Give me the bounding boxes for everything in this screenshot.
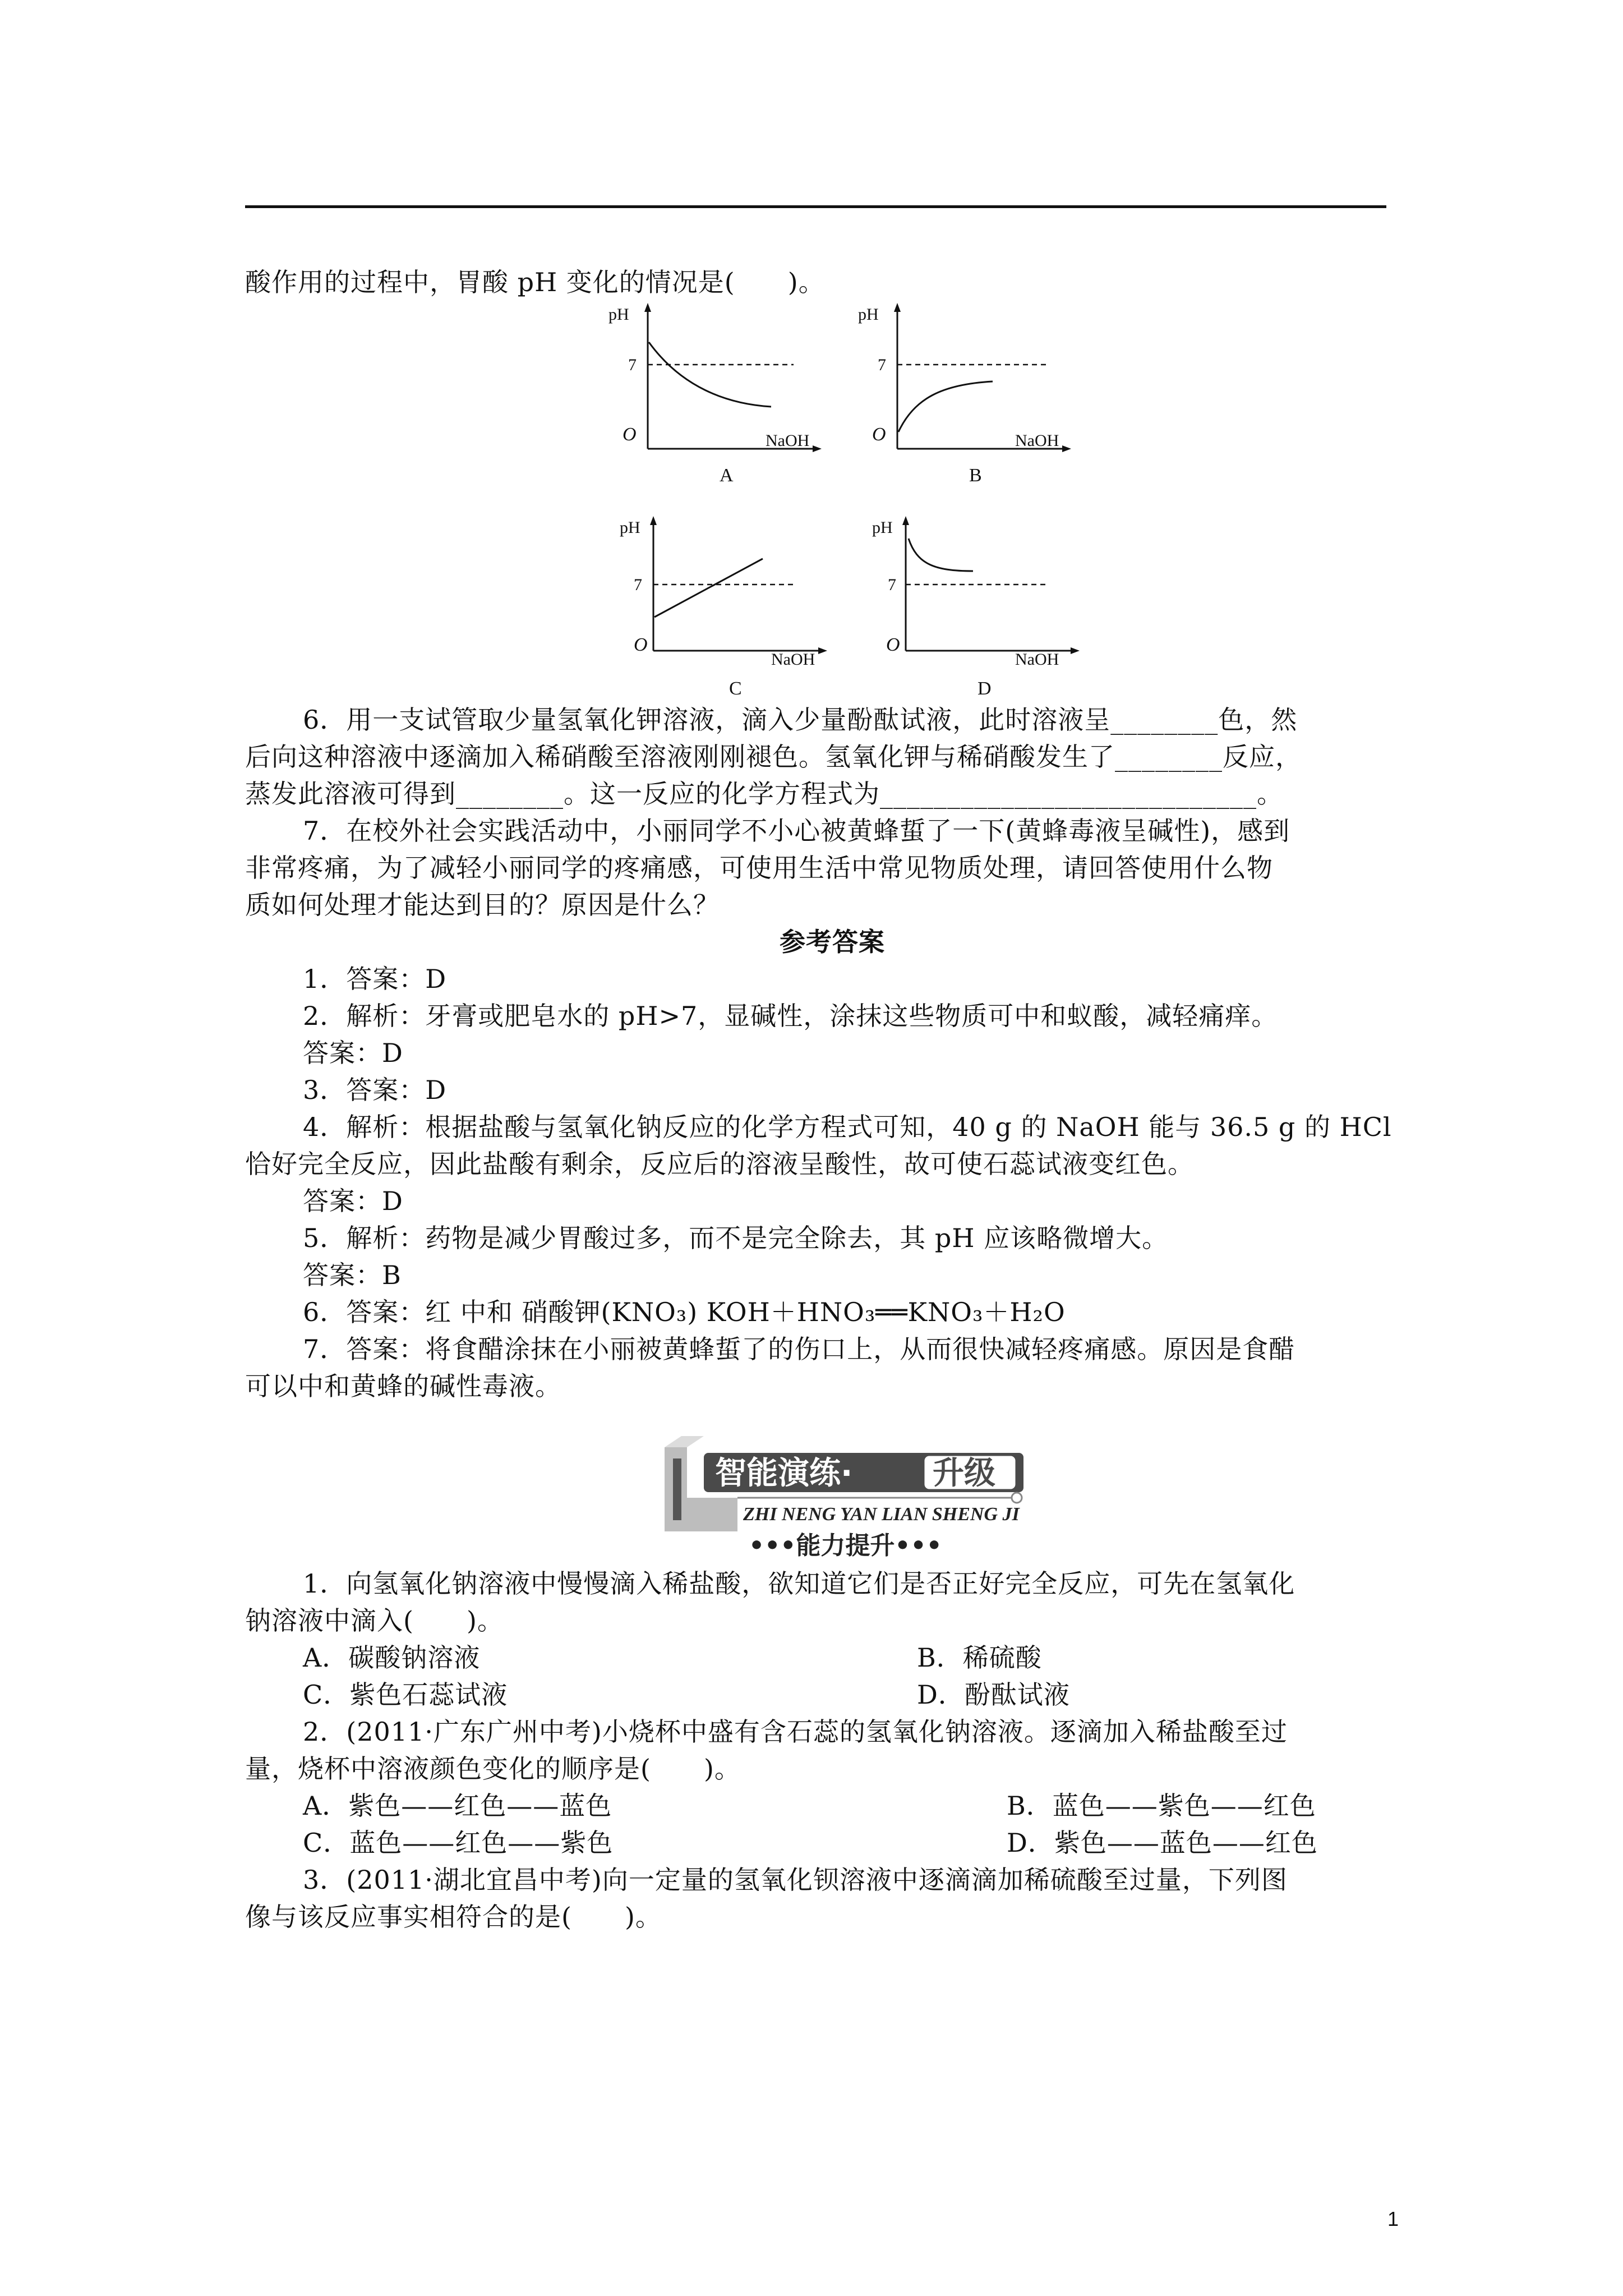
p1-option-b: B．稀硫酸 [917,1642,1042,1673]
graph-b-origin: O [872,424,886,445]
banner-subtitle: •••能力提升••• [749,1531,942,1560]
header-rule [245,205,1386,208]
graph-b-caption: B [969,465,982,486]
banner-pinyin: ZHI NENG YAN LIAN SHENG JI [743,1504,1020,1525]
page-number: 1 [1387,2207,1399,2230]
p2-option-a: A．紫色——红色——蓝色 [303,1791,612,1821]
graph-c [603,516,838,703]
p1-option-c: C．紫色石蕊试液 [303,1680,508,1710]
p3-line-2: 像与该反应事实相符合的是( )。 [245,1902,662,1932]
answer-3: 3．答案：D [303,1075,447,1105]
q6-line-1: 6．用一支试管取少量氢氧化钾溶液，滴入少量酚酞试液，此时溶液呈________色，然 [303,705,1298,735]
p1-line-2: 钠溶液中滴入( )。 [245,1605,504,1636]
graph-b [847,303,1082,490]
answer-6: 6．答案：红 中和 硝酸钾(KNO₃) KOH＋HNO₃══KNO₃＋H₂O [303,1297,1066,1327]
answer-2: 答案：D [303,1038,403,1068]
p2-line-2: 量，烧杯中溶液颜色变化的顺序是( )。 [245,1754,741,1784]
answer-5-analysis: 5．解析：药物是减少胃酸过多，而不是完全除去，其 pH 应该略微增大。 [303,1223,1169,1253]
answer-4-analysis: 4．解析：根据盐酸与氢氧化钠反应的化学方程式可知，40 g 的 NaOH 能与 36.5 g 的 HCl [303,1112,1392,1142]
q6-line-2: 后向这种溶液中逐滴加入稀硝酸至溶液刚刚褪色。氢氧化钾与稀硝酸发生了________反应， [245,742,1302,772]
p3-line-1: 3．(2011·湖北宜昌中考)向一定量的氢氧化钡溶液中逐滴滴加稀硫酸至过量，下列图 [303,1865,1288,1895]
graph-a-caption: A [720,465,734,486]
graph-d-origin: O [886,634,900,655]
graph-c-xlabel: NaOH [771,650,815,669]
p1-line-1: 1．向氢氧化钠溶液中慢慢滴入稀盐酸，欲知道它们是否正好完全反应，可先在氢氧化 [303,1568,1295,1599]
graph-a-ylabel: pH [608,305,629,324]
answer-5: 答案：B [303,1260,402,1290]
q6-line-3: 蒸发此溶液可得到________。这一反应的化学方程式为____________________________。 [245,779,1283,809]
graph-c-caption: C [729,678,742,699]
graph-c-ylabel: pH [620,518,640,537]
graph-c-origin: O [634,634,648,655]
answer-2-analysis: 2．解析：牙膏或肥皂水的 pH>7，显碱性，涂抹这些物质可中和蚁酸，减轻痛痒。 [303,1001,1278,1031]
intro-line: 酸作用的过程中，胃酸 pH 变化的情况是( )。 [245,267,825,297]
answer-7-cont: 可以中和黄蜂的碱性毒液。 [245,1371,561,1401]
banner-title: 智能演练· [715,1455,853,1492]
answer-1: 1．答案：D [303,964,447,994]
graph-d-caption: D [978,678,992,699]
p2-option-b: B．蓝色——紫色——红色 [1007,1791,1316,1821]
banner-title-box: 升级 [933,1455,995,1492]
answer-7: 7．答案：将食醋涂抹在小丽被黄蜂蜇了的伤口上，从而很快减轻疼痛感。原因是食醋 [303,1334,1295,1364]
graph-a [597,303,833,490]
graph-b-ylabel: pH [858,305,879,324]
graph-b-tick7: 7 [878,356,886,374]
answer-4-analysis-cont: 恰好完全反应，因此盐酸有剩余，反应后的溶液呈酸性，故可使石蕊试液变红色。 [245,1149,1194,1179]
answers-title: 参考答案 [780,927,885,957]
q7-line-2: 非常疼痛，为了减轻小丽同学的疼痛感，可使用生活中常见物质处理，请回答使用什么物 [245,853,1273,883]
graph-a-tick7: 7 [628,356,637,374]
graph-d-xlabel: NaOH [1015,650,1059,669]
graph-c-tick7: 7 [634,576,642,594]
graph-a-origin: O [623,424,637,445]
graph-d [855,516,1091,703]
q7-line-3: 质如何处理才能达到目的？原因是什么？ [245,890,720,920]
q7-line-1: 7．在校外社会实践活动中，小丽同学不小心被黄蜂蜇了一下(黄蜂毒液呈碱性)，感到 [303,816,1290,846]
p2-option-c: C．蓝色——红色——紫色 [303,1828,614,1858]
graph-a-xlabel: NaOH [766,431,810,450]
section-banner [665,1436,1035,1565]
graph-b-xlabel: NaOH [1015,431,1059,450]
graph-d-ylabel: pH [872,518,893,537]
p2-option-d: D．紫色——蓝色——红色 [1007,1828,1318,1858]
answer-4: 答案：D [303,1186,403,1216]
p1-option-a: A．碳酸钠溶液 [303,1642,481,1673]
p1-option-d: D．酚酞试液 [917,1680,1070,1710]
p2-line-1: 2．(2011·广东广州中考)小烧杯中盛有含石蕊的氢氧化钠溶液。逐滴加入稀盐酸至过 [303,1717,1288,1747]
graph-d-tick7: 7 [888,576,896,594]
